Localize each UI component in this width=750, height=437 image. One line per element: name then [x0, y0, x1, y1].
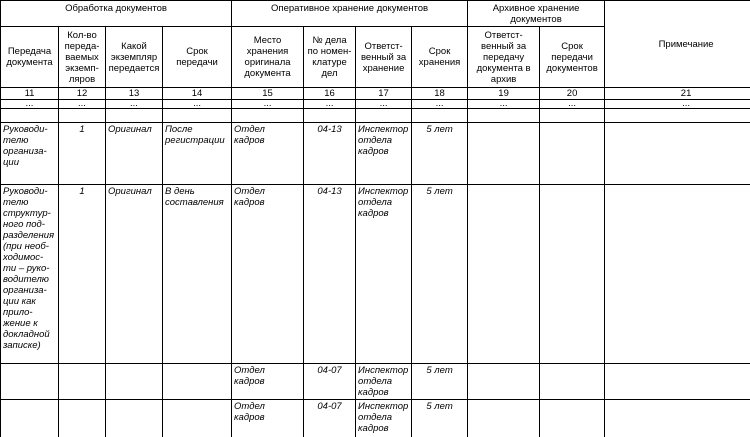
column-number: 18: [412, 88, 468, 100]
cell-note: [605, 185, 750, 364]
group-header-row: [1, 1, 750, 27]
ellipsis-cell: ...: [232, 100, 304, 109]
cell-storage-term: 5 лет: [412, 185, 468, 364]
group-archive-storage: Архивное хранение документов: [468, 1, 605, 27]
ellipsis-cell: ...: [59, 100, 106, 109]
cell-case-number: 04-13: [304, 185, 356, 364]
cell-which-copy: Оригинал: [106, 123, 163, 185]
group-operative-storage: Оперативное хранение документов: [232, 1, 468, 27]
ellipsis-cell: ...: [106, 100, 163, 109]
column-number: 16: [304, 88, 356, 100]
cell-archive-transfer-term: [540, 185, 605, 364]
column-number-row: [1, 88, 750, 100]
ellipsis-cell: ...: [412, 100, 468, 109]
column-number: 15: [232, 88, 304, 100]
column-header-transfer-term: Срок передачи: [163, 27, 232, 88]
cell-storage-place: Отдел кадров: [232, 185, 304, 364]
cell-case-number: 04-07: [304, 364, 356, 400]
table-row: [1, 364, 750, 400]
column-number: 14: [163, 88, 232, 100]
cell-storage-term: 5 лет: [412, 400, 468, 437]
table-row: [1, 123, 750, 185]
cell-responsible-archive: [468, 400, 540, 437]
cell-storage-place: Отдел кадров: [232, 364, 304, 400]
cell-responsible-storage: Инспектор отдела кадров: [356, 364, 412, 400]
column-header-which-copy: Какой экземпляр передается: [106, 27, 163, 88]
cell-note: [605, 400, 750, 437]
cell-transfer-term: В день составления: [163, 185, 232, 364]
column-header-case-number: № дела по номен-клатуре дел: [304, 27, 356, 88]
cell-which-copy: [106, 364, 163, 400]
ellipsis-cell: ...: [468, 100, 540, 109]
column-number: 17: [356, 88, 412, 100]
column-header-copies-count: Кол-во переда-ваемых экземп-ляров: [59, 27, 106, 88]
cell-case-number: 04-13: [304, 123, 356, 185]
cell-note: [605, 364, 750, 400]
column-header-note: Примечание: [605, 1, 750, 88]
cell-which-copy: Оригинал: [106, 185, 163, 364]
cell-recipient: [1, 400, 59, 437]
group-processing: Обработка документов: [1, 1, 232, 27]
ellipsis-cell: ...: [1, 100, 59, 109]
ellipsis-cell: ...: [163, 100, 232, 109]
cell-case-number: 04-07: [304, 400, 356, 437]
cell-copies-count: 1: [59, 185, 106, 364]
cell-responsible-archive: [468, 364, 540, 400]
cell-responsible-archive: [468, 123, 540, 185]
table-row: [1, 185, 750, 364]
ellipsis-cell: ...: [356, 100, 412, 109]
column-header-storage-term: Срок хранения: [412, 27, 468, 88]
cell-archive-transfer-term: [540, 364, 605, 400]
cell-recipient: [1, 364, 59, 400]
column-header-responsible-archive: Ответст-венный за передачу документа в архив: [468, 27, 540, 88]
column-header-storage-place: Место хранения оригинала документа: [232, 27, 304, 88]
spacer-row: [1, 109, 750, 123]
column-header-transfer: Передача документа: [1, 27, 59, 88]
cell-note: [605, 123, 750, 185]
column-number: 19: [468, 88, 540, 100]
column-number: 13: [106, 88, 163, 100]
column-header-responsible-storage: Ответст-венный за хранение: [356, 27, 412, 88]
cell-copies-count: 1: [59, 123, 106, 185]
cell-recipient: Руководи- телю структур- ного под- разделения (при необ- ходимос- ти – руко- водителю организа- ции как прило- жение к докладной записке): [1, 185, 59, 364]
cell-which-copy: [106, 400, 163, 437]
cell-recipient: Руководи- телю организа- ции: [1, 123, 59, 185]
table-row: [1, 400, 750, 437]
cell-responsible-storage: Инспектор отдела кадров: [356, 400, 412, 437]
cell-responsible-storage: Инспектор отдела кадров: [356, 123, 412, 185]
cell-transfer-term: После регистрации: [163, 123, 232, 185]
cell-archive-transfer-term: [540, 123, 605, 185]
cell-responsible-archive: [468, 185, 540, 364]
cell-copies-count: [59, 400, 106, 437]
cell-storage-term: 5 лет: [412, 123, 468, 185]
cell-responsible-storage: Инспектор отдела кадров: [356, 185, 412, 364]
ellipsis-cell: ...: [605, 100, 750, 109]
cell-transfer-term: [163, 364, 232, 400]
ellipsis-cell: ...: [304, 100, 356, 109]
column-number: 11: [1, 88, 59, 100]
cell-storage-term: 5 лет: [412, 364, 468, 400]
cell-storage-place: Отдел кадров: [232, 400, 304, 437]
column-number: 21: [605, 88, 750, 100]
cell-transfer-term: [163, 400, 232, 437]
column-header-archive-transfer-term: Срок передачи документов: [540, 27, 605, 88]
column-number: 12: [59, 88, 106, 100]
ellipsis-cell: ...: [540, 100, 605, 109]
column-number: 20: [540, 88, 605, 100]
cell-archive-transfer-term: [540, 400, 605, 437]
cell-storage-place: Отдел кадров: [232, 123, 304, 185]
ellipsis-row: [1, 100, 750, 109]
cell-copies-count: [59, 364, 106, 400]
